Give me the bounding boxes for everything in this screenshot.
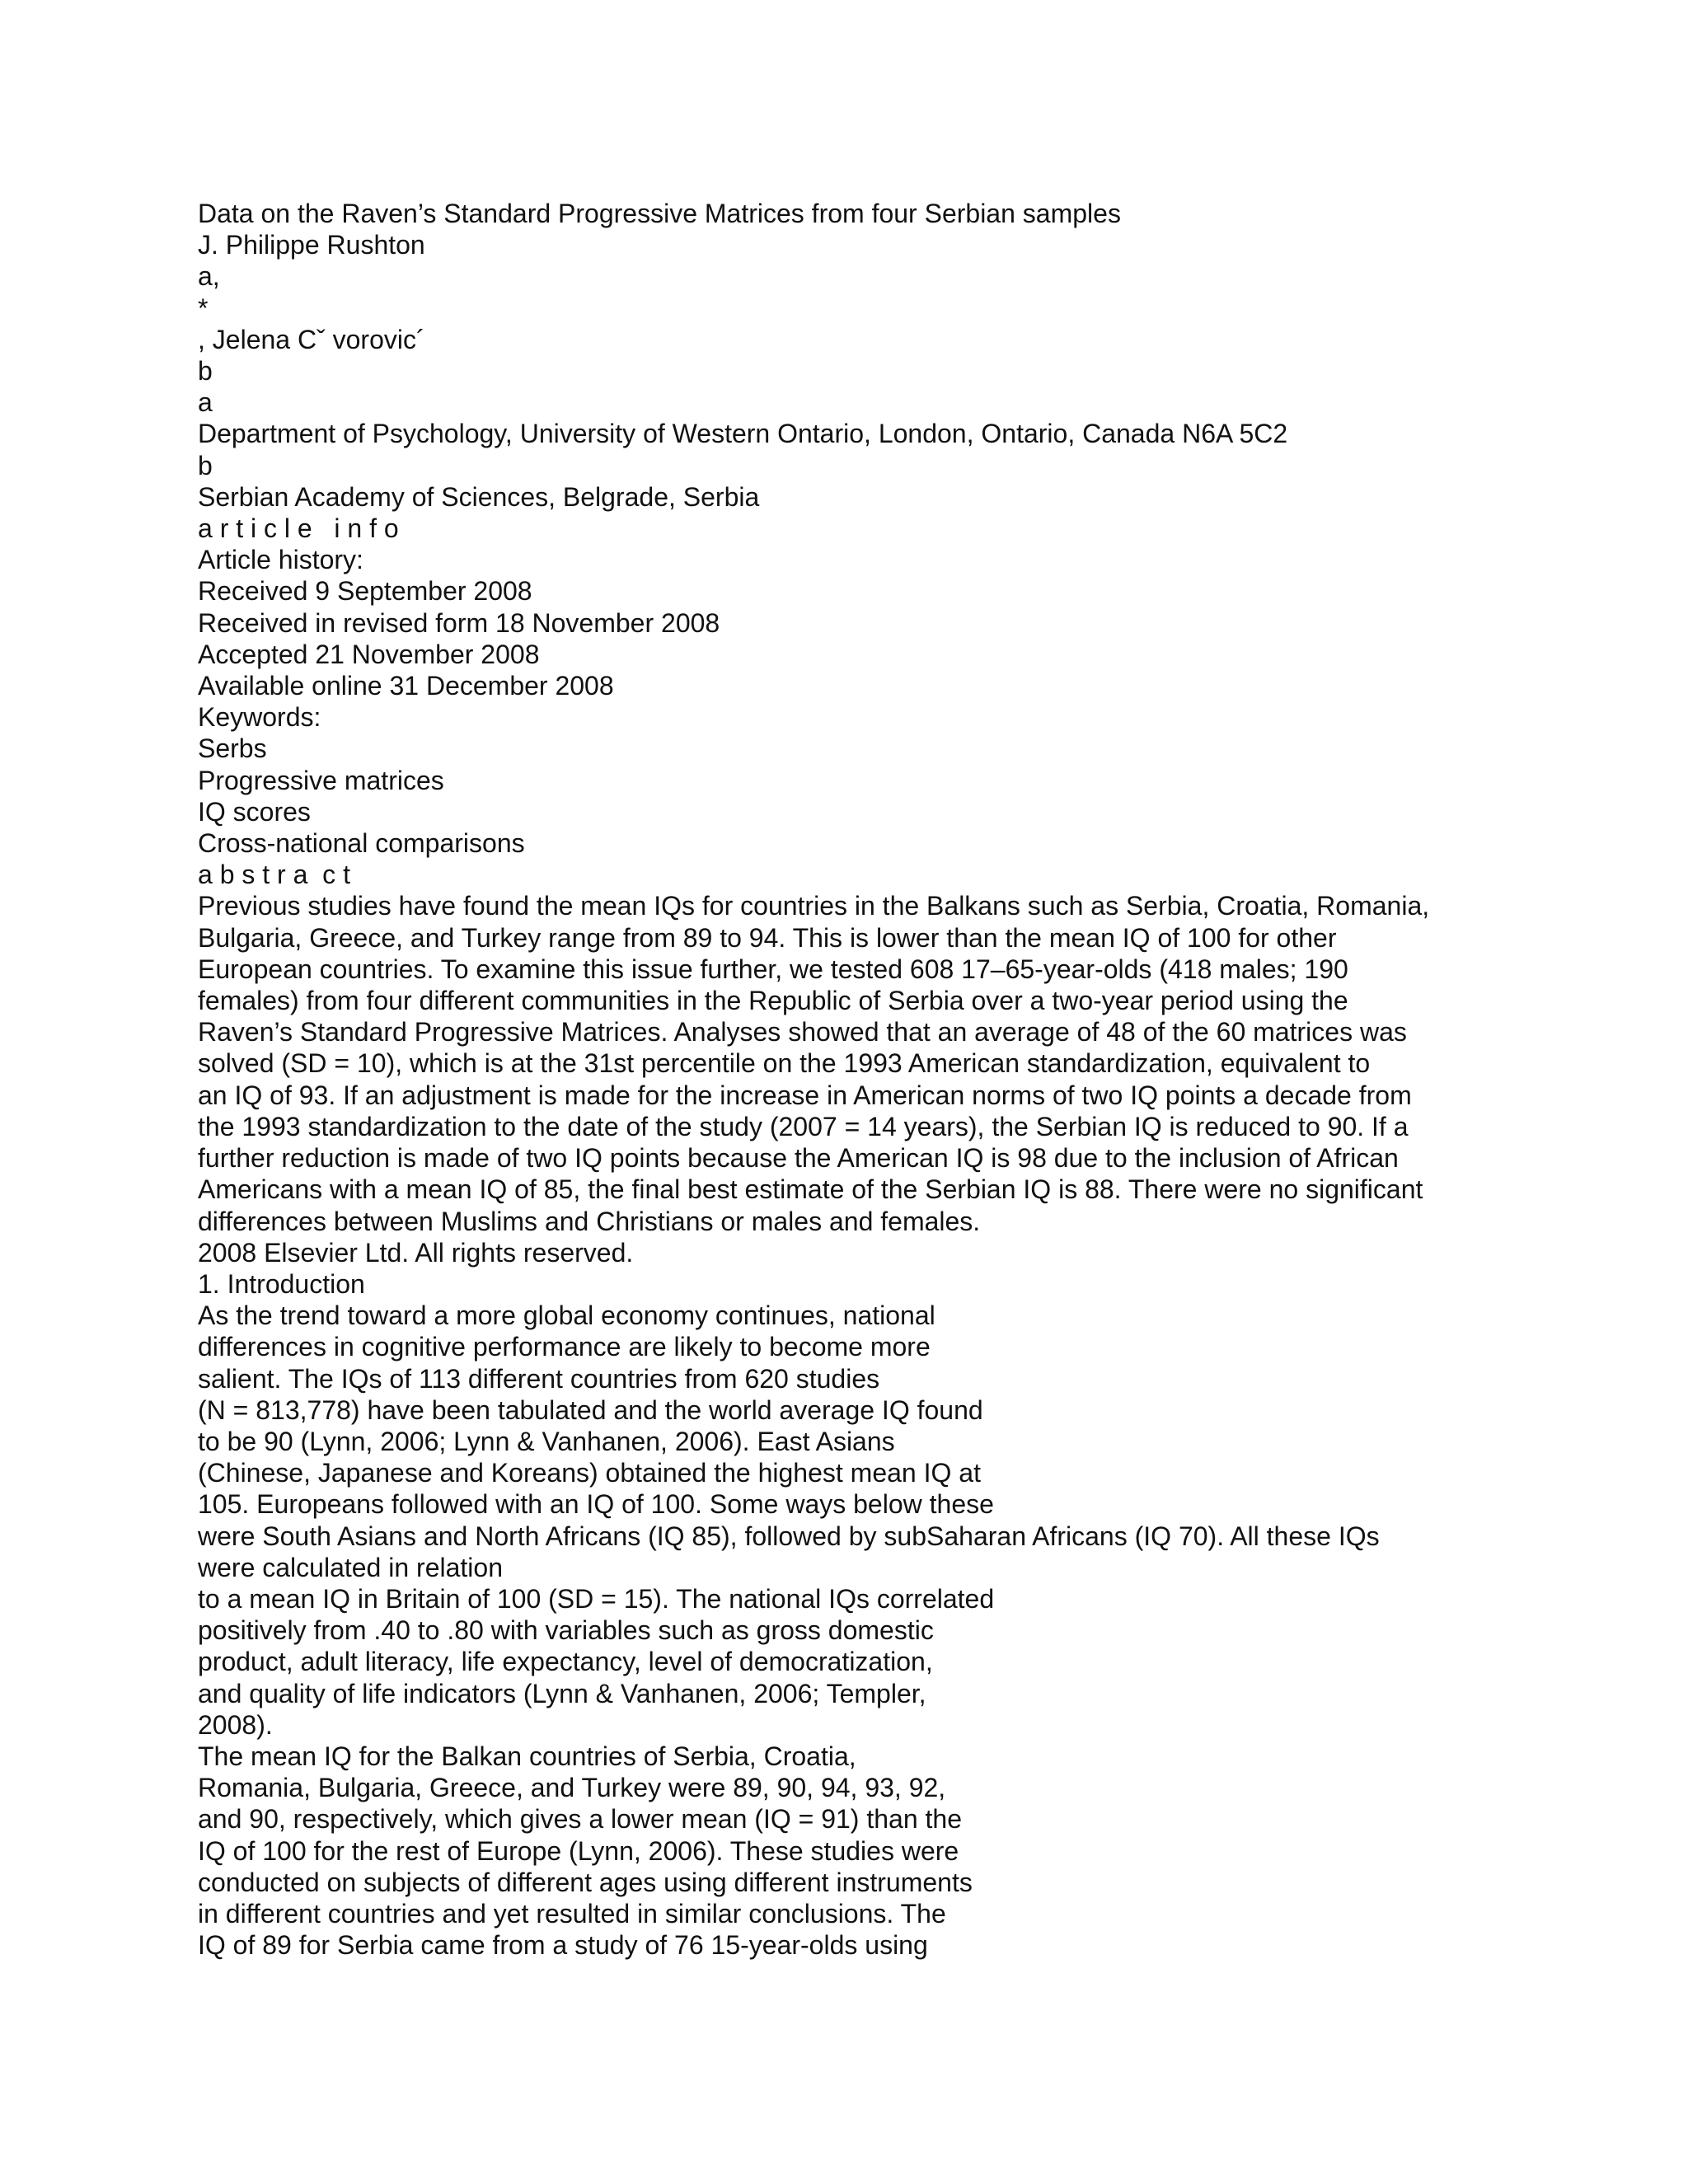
body-line: differences in cognitive performance are likely to become more [198, 1332, 931, 1362]
body-line: The mean IQ for the Balkan countries of Serbia, Croatia, [198, 1741, 856, 1771]
abstract-line: Americans with a mean IQ of 85, the final best estimate of the Serbian IQ is 88. There were no significant [198, 1174, 1423, 1205]
body-line: conducted on subjects of different ages using different instruments [198, 1867, 973, 1897]
body-line: salient. The IQs of 113 different countries from 620 studies [198, 1363, 880, 1394]
author-affiliation-marker: a, [198, 261, 220, 292]
affiliation-text: Department of Psychology, University of Western Ontario, London, Ontario, Canada N6A 5C2 [198, 419, 1288, 449]
keyword-item: Cross-national comparisons [198, 828, 525, 859]
body-line: product, adult literacy, life expectancy, level of democratization, [198, 1647, 933, 1677]
body-line: Romania, Bulgaria, Greece, and Turkey were 89, 90, 94, 93, 92, [198, 1773, 946, 1803]
abstract-line: further reduction is made of two IQ points because the American IQ is 98 due to the inclusion of African [198, 1143, 1399, 1174]
body-line: 2008). [198, 1709, 273, 1740]
body-line: IQ of 100 for the rest of Europe (Lynn, 2006). These studies were [198, 1835, 959, 1866]
author-name: J. Philippe Rushton [198, 230, 425, 260]
keywords-heading: Keywords: [198, 702, 321, 733]
abstract-line: solved (SD = 10), which is at the 31st percentile on the 1993 American standardization, equivalent to [198, 1048, 1371, 1079]
paper-title: Data on the Raven’s Standard Progressive Matrices from four Serbian samples [198, 199, 1121, 228]
history-item: Received 9 September 2008 [198, 576, 532, 607]
abstract-line: Raven’s Standard Progressive Matrices. Analyses showed that an average of 48 of the 60 matrices was [198, 1017, 1407, 1047]
affiliation-label: b [198, 450, 213, 480]
affiliation-text: Serbian Academy of Sciences, Belgrade, Serbia [198, 481, 760, 512]
history-item: Available online 31 December 2008 [198, 671, 614, 701]
article-history-heading: Article history: [198, 545, 363, 575]
body-line: 105. Europeans followed with an IQ of 100. Some ways below these [198, 1489, 994, 1520]
keyword-item: Serbs [198, 733, 267, 764]
body-line: positively from .40 to .80 with variables such as gross domestic [198, 1615, 934, 1646]
body-line: to a mean IQ in Britain of 100 (SD = 15). The national IQs correlated [198, 1583, 995, 1614]
body-line: and 90, respectively, which gives a lower mean (IQ = 91) than the [198, 1804, 962, 1835]
author-affiliation-marker: b [198, 356, 213, 387]
paper-page [198, 198, 1599, 1961]
history-item: Received in revised form 18 November 2008 [198, 607, 720, 638]
abstract-heading: a b s t r a c t [198, 860, 350, 890]
body-line: in different countries and yet resulted in similar conclusions. The [198, 1898, 946, 1929]
history-item: Accepted 21 November 2008 [198, 639, 540, 669]
abstract-line: Previous studies have found the mean IQs for countries in the Balkans such as Serbia, Croatia, Romania, [198, 891, 1430, 921]
affiliation-label: a [198, 387, 213, 418]
body-line: to be 90 (Lynn, 2006; Lynn & Vanhanen, 2006). East Asians [198, 1426, 895, 1456]
abstract-line: Bulgaria, Greece, and Turkey range from 89 to 94. This is lower than the mean IQ of 100 for other [198, 922, 1337, 953]
author-name: , Jelena Cˇ vorovic´ [198, 324, 425, 354]
abstract-line: differences between Muslims and Christians or males and females. [198, 1206, 981, 1236]
section-heading: 1. Introduction [198, 1268, 365, 1299]
body-line: (N = 813,778) have been tabulated and the world average IQ found [198, 1394, 983, 1425]
body-line: (Chinese, Japanese and Koreans) obtained the highest mean IQ at [198, 1458, 981, 1488]
body-line: As the trend toward a more global economy continues, national [198, 1301, 935, 1331]
keyword-item: IQ scores [198, 796, 311, 827]
article-info-heading: a r t i c l e i n f o [198, 513, 399, 544]
keyword-item: Progressive matrices [198, 765, 444, 795]
abstract-line: females) from four different communities in the Republic of Serbia over a two-year period using the [198, 986, 1348, 1016]
abstract-line: the 1993 standardization to the date of the study (2007 = 14 years), the Serbian IQ is reduced to 90. If a [198, 1111, 1409, 1141]
abstract-line: European countries. To examine this issue further, we tested 608 17–65-year-olds (418 males; 190 [198, 954, 1348, 984]
body-line: and quality of life indicators (Lynn & Vanhanen, 2006; Templer, [198, 1678, 926, 1708]
body-line: IQ of 89 for Serbia came from a study of 76 15-year-olds using [198, 1930, 928, 1961]
body-line: were calculated in relation [198, 1552, 503, 1582]
corresponding-author-marker: * [198, 293, 209, 323]
body-line: were South Asians and North Africans (IQ 85), followed by subSaharan Africans (IQ 70). All these IQs [198, 1521, 1380, 1551]
abstract-line: an IQ of 93. If an adjustment is made for the increase in American norms of two IQ points a decade from [198, 1080, 1412, 1110]
copyright-notice: 2008 Elsevier Ltd. All rights reserved. [198, 1237, 634, 1268]
